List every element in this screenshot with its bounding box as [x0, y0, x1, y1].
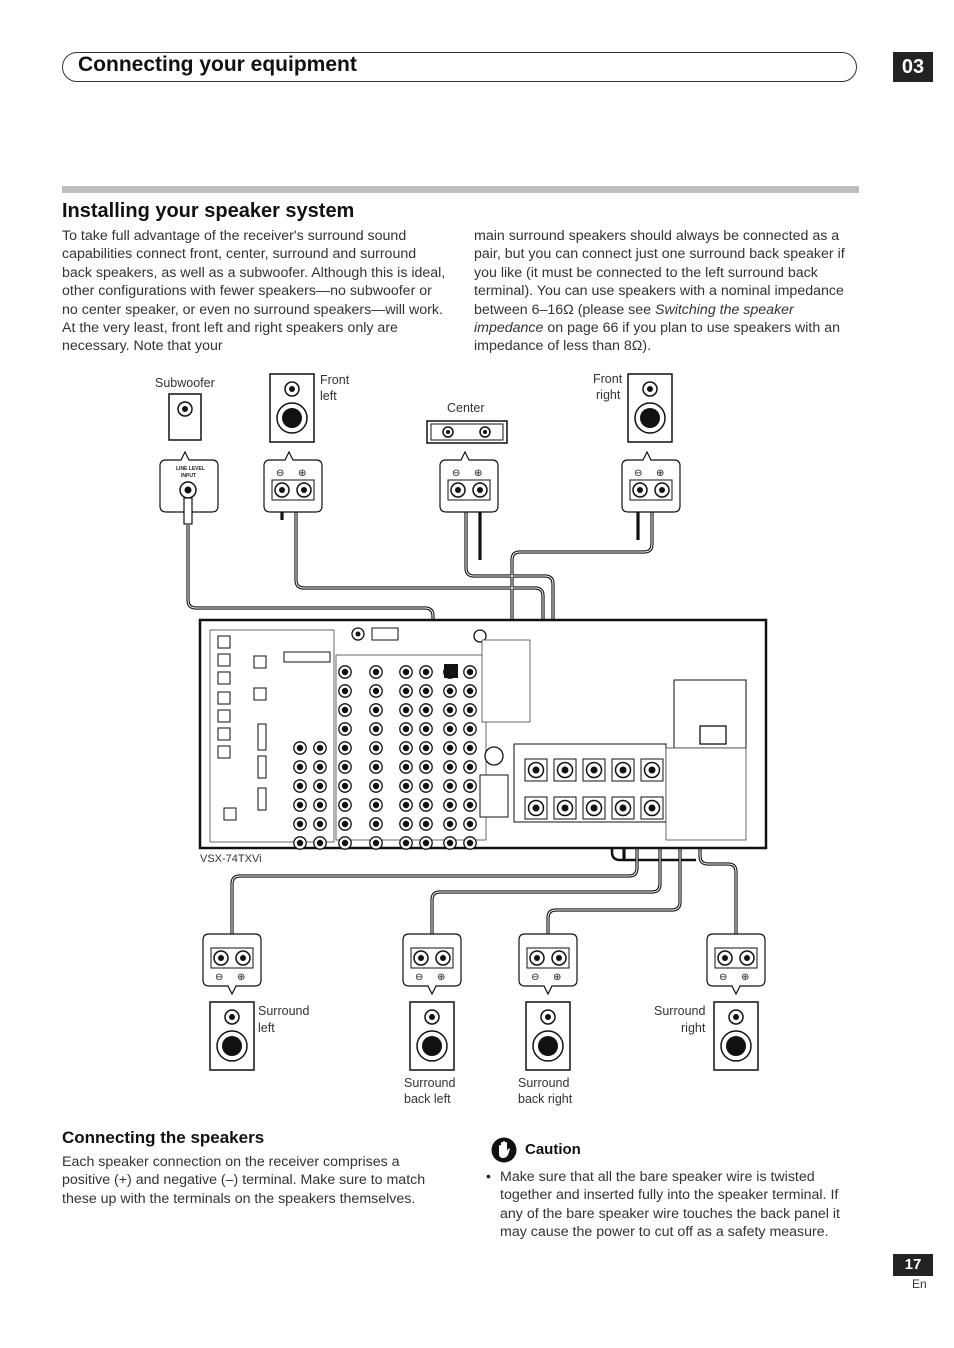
front-right-terminal: [622, 452, 680, 512]
intro-reference-link: Switching the speaker impedance: [474, 301, 794, 337]
label-surround-back-left-1: Surround: [404, 1076, 456, 1090]
svg-text:⊖: ⊖: [719, 972, 728, 983]
chapter-title: Connecting your equipment: [78, 53, 357, 76]
chapter-number: 03: [893, 52, 933, 82]
surround-speakers: [203, 934, 765, 1070]
label-front-left-1: Front: [320, 373, 350, 387]
minus-icon: ⊖: [276, 468, 285, 479]
input-label: INPUT: [181, 473, 196, 479]
front-left-speaker: [270, 374, 314, 442]
svg-text:⊖: ⊖: [415, 972, 424, 983]
minus-icon: ⊖: [634, 468, 643, 479]
svg-text:⊕: ⊕: [437, 972, 446, 983]
label-front-right-1: Front: [593, 372, 623, 386]
connecting-title: Connecting the speakers: [62, 1128, 265, 1147]
receiver-back-panel: [200, 620, 766, 849]
svg-text:⊖: ⊖: [531, 972, 540, 983]
intro-column-1: To take full advantage of the receiver's surround sound capabilities connect front, center, surround and surround back speakers, as well as a subwoofer. Although this is ideal, other configurations with fewer speakers—no subwoofer or no center speaker, or even no surround speakers—will work. At the very least, front left and right speakers only are necessary. Note that your: [62, 228, 446, 355]
label-center: Center: [447, 401, 485, 415]
label-front-left-2: left: [320, 389, 337, 403]
label-surround-back-left-2: back left: [404, 1092, 451, 1106]
caution-hand-icon: [491, 1137, 517, 1163]
front-left-terminal: [264, 452, 322, 512]
label-subwoofer: Subwoofer: [155, 376, 215, 390]
label-model: VSX-74TXVi: [200, 853, 262, 865]
connecting-body: Each speaker connection on the receiver comprises a positive (+) and negative (–) terminal. Make sure to match these up with the terminals on the speakers themselves.: [62, 1154, 426, 1207]
center-terminal: [440, 452, 498, 512]
svg-text:⊕: ⊕: [741, 972, 750, 983]
plus-icon: ⊕: [474, 468, 483, 479]
label-surround-right-1: Surround: [654, 1004, 706, 1018]
caution-label: Caution: [525, 1141, 581, 1158]
intro-text-a: main surround speakers should always be connected as a pair, but you can connect just one surround back speaker if you like (it must be connected to the left surround back terminal). You can use speakers with a nominal impedance between 6–16Ω (please see: [474, 228, 845, 318]
label-surround-left-1: Surround: [258, 1004, 310, 1018]
svg-text:⊕: ⊕: [553, 972, 562, 983]
page-number: 17: [893, 1254, 933, 1276]
plus-icon: ⊕: [656, 468, 665, 479]
subwoofer-input-panel: [160, 452, 218, 524]
label-surround-left-2: left: [258, 1021, 275, 1035]
bullet-icon: •: [486, 1168, 491, 1184]
svg-text:⊕: ⊕: [237, 972, 246, 983]
svg-text:⊖: ⊖: [215, 972, 224, 983]
page-language: En: [912, 1277, 927, 1291]
label-surround-back-right-1: Surround: [518, 1076, 570, 1090]
center-speaker: [427, 421, 507, 443]
label-surround-back-right-2: back right: [518, 1092, 573, 1106]
front-right-speaker: [628, 374, 672, 442]
line-level-label: LINE LEVEL: [176, 466, 205, 472]
plus-icon: ⊕: [298, 468, 307, 479]
label-front-right-2: right: [596, 388, 621, 402]
minus-icon: ⊖: [452, 468, 461, 479]
section-title: Installing your speaker system: [62, 200, 355, 222]
label-surround-right-2: right: [681, 1021, 706, 1035]
caution-text: Make sure that all the bare speaker wire is twisted together and inserted fully into the speaker terminal. If any of the bare speaker wire touches the back panel it may cause the power to cut off as a safety measure.: [500, 1169, 840, 1241]
subwoofer-unit: [169, 394, 201, 440]
intro-text-b: on page 66 if you plan to use speakers with an impedance of less than 8Ω).: [474, 320, 840, 355]
